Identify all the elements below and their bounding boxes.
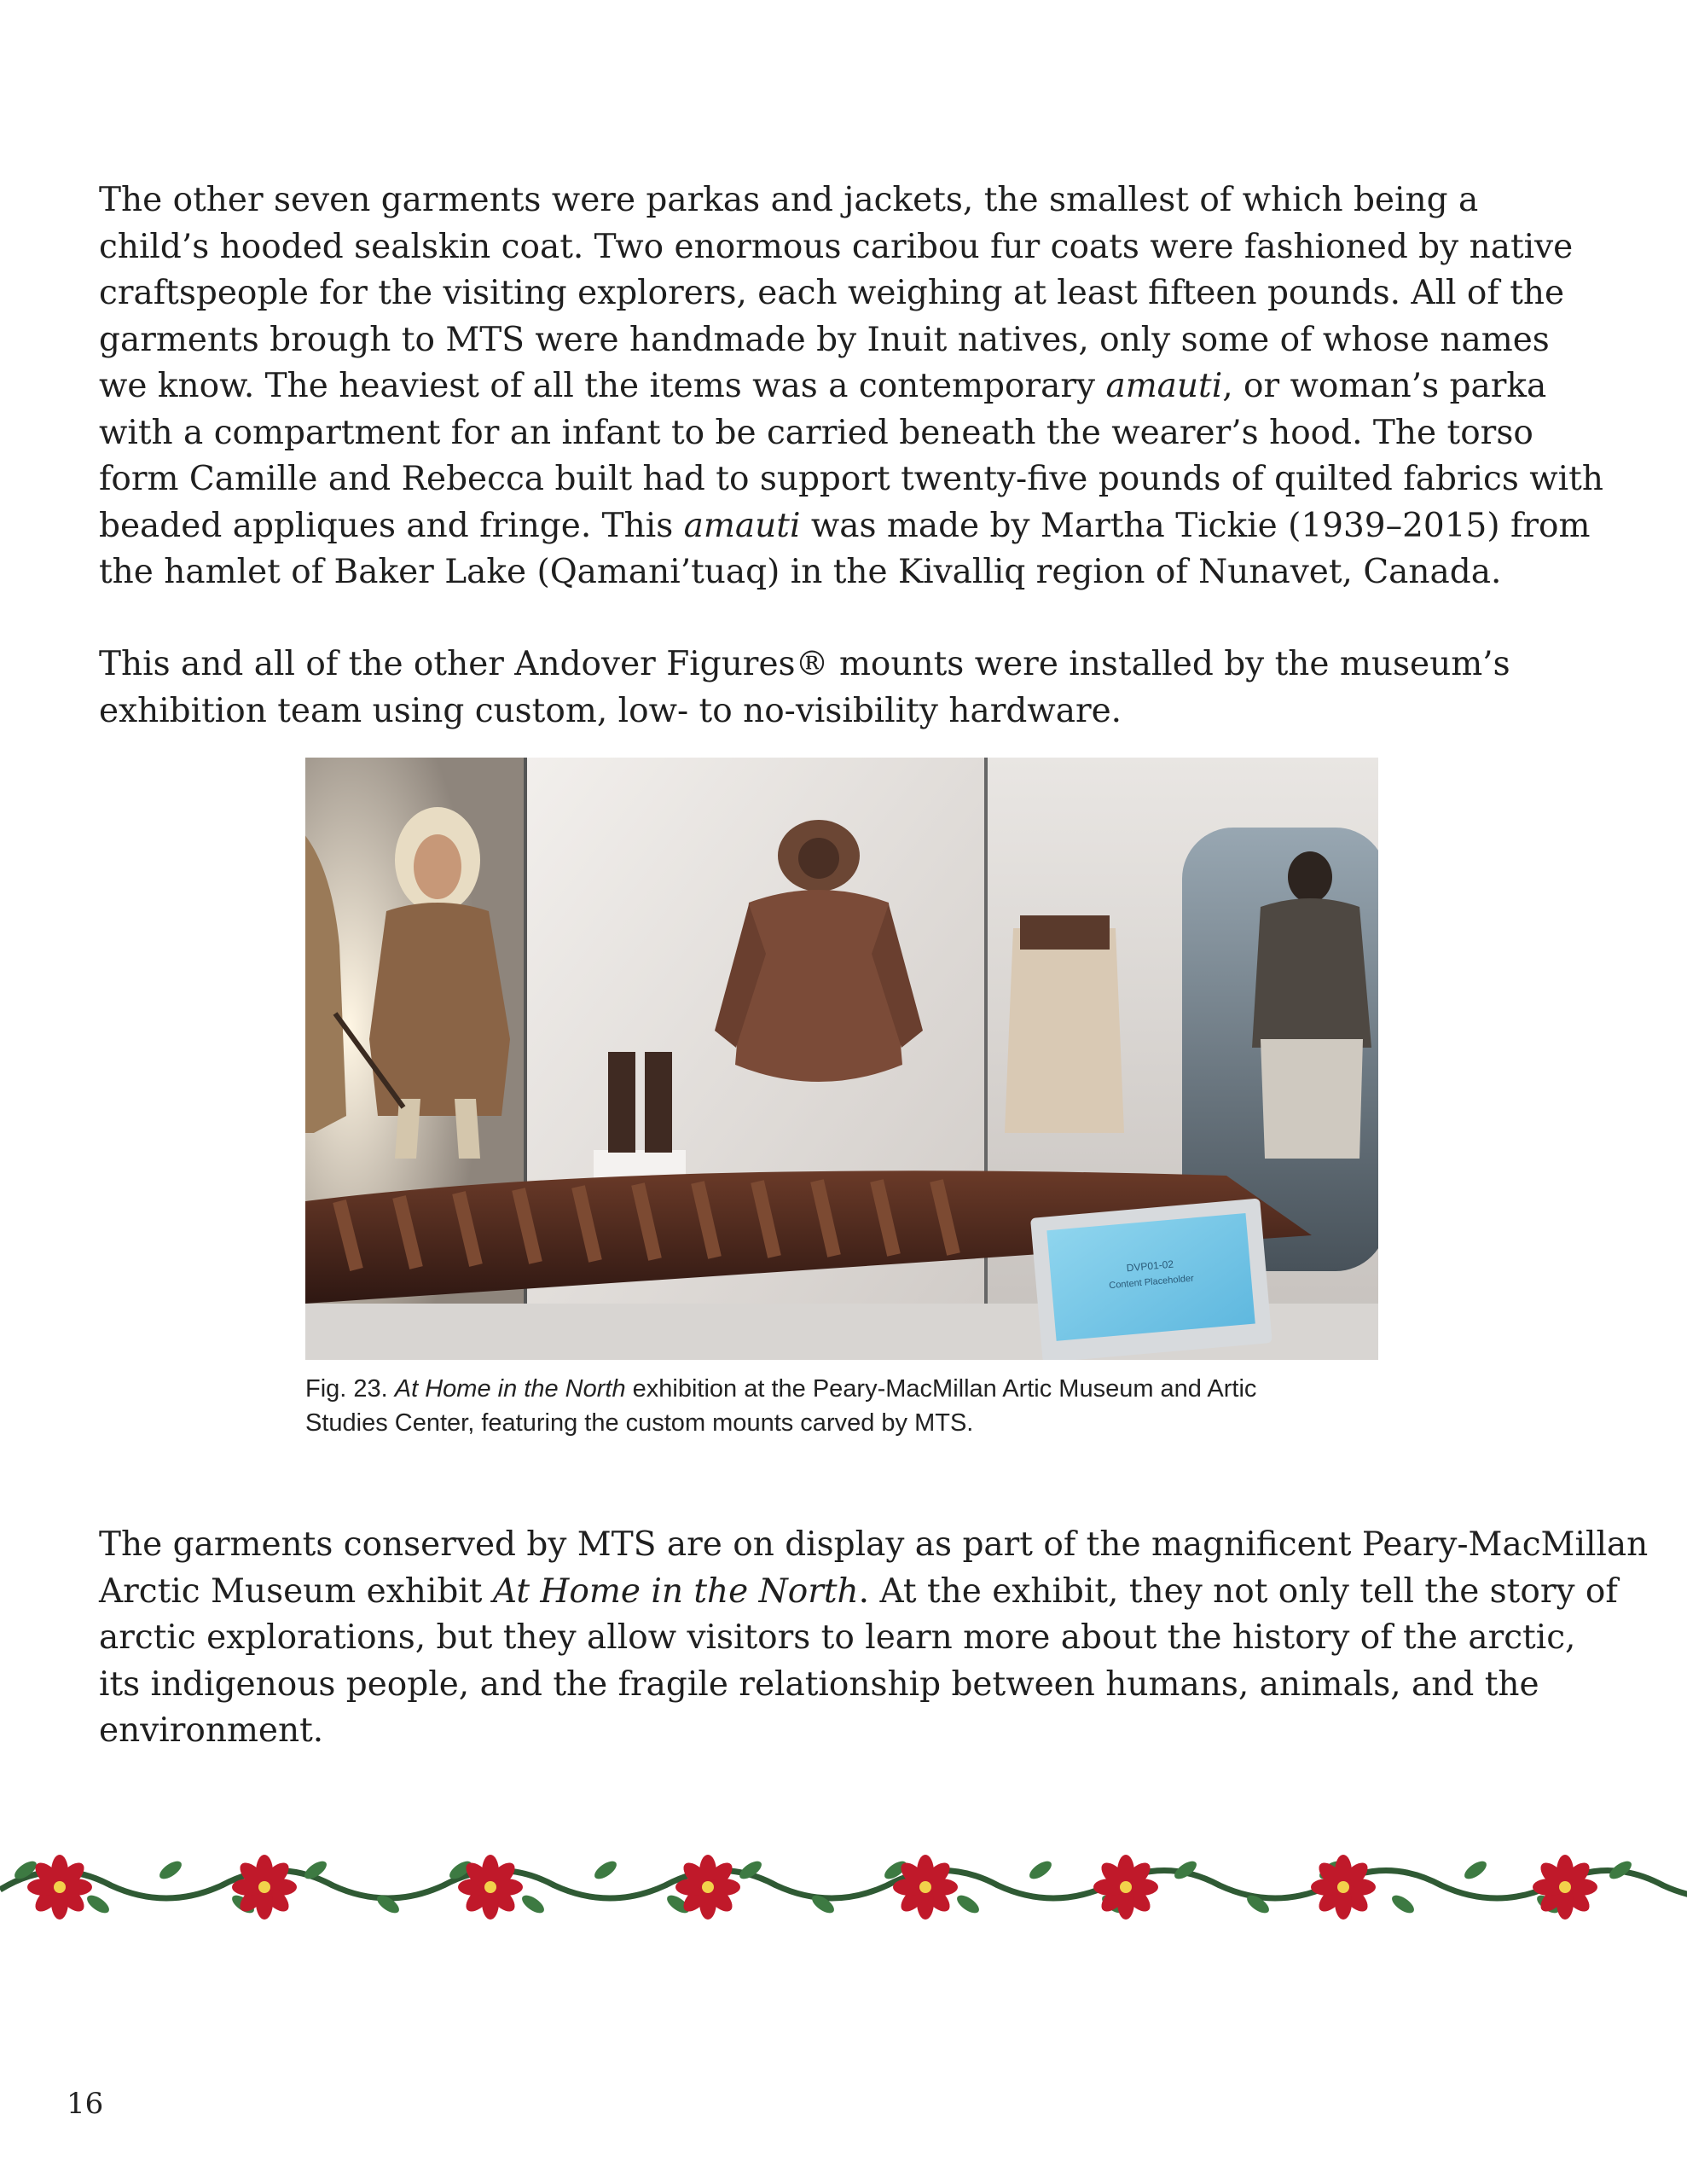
paragraph-mounts (99, 642, 1626, 735)
caption-text: exhibition at the Peary-MacMillan Artic Museum and Artic (625, 1375, 1257, 1403)
leaf-icon (592, 1858, 620, 1883)
exhibit-title: At Home in the North (492, 1571, 859, 1611)
text-line: environment. (99, 1711, 324, 1750)
caption-title: At Home in the North (394, 1375, 626, 1403)
flower-icon (458, 1855, 523, 1920)
screen-label-code: DVP01-02 (1126, 1258, 1174, 1275)
photo-illustration (305, 758, 1378, 1360)
text-line: child’s hooded sealskin coat. Two enormous caribou fur coats were fashioned by native (99, 227, 1574, 266)
text-line: with a compartment for an infant to be carried beneath the wearer’s hood. The torso (99, 413, 1533, 452)
page-number: 16 (67, 2087, 104, 2121)
text-line: form Camille and Rebecca built had to support twenty-five pounds of quilted fabrics with (99, 460, 1603, 498)
caption-line: Studies Center, featuring the custom mounts carved by MTS. (305, 1409, 974, 1437)
leaf-icon (1389, 1892, 1417, 1917)
italic-term: amauti (1105, 367, 1223, 405)
paragraph-garments (99, 177, 1626, 596)
text-line: This and all of the other Andover Figures® mounts were installed by the museum’s (99, 645, 1510, 683)
leaf-icon (519, 1892, 548, 1917)
text-line: craftspeople for the visiting explorers, each weighing at least fifteen pounds. All of the (99, 274, 1565, 312)
paragraph-exhibit (99, 1522, 1649, 1755)
text-line: we know. The heaviest of all the items was a contemporary amauti, or woman’s parka (99, 367, 1547, 405)
screen-label-text: Content Placeholder (1108, 1273, 1195, 1292)
flower-icon (1093, 1855, 1158, 1920)
italic-term: amauti (683, 506, 801, 545)
caption-line (305, 1372, 1414, 1406)
text-line: its indigenous people, and the fragile relationship between humans, animals, and the (99, 1664, 1539, 1704)
flower-icon (893, 1855, 958, 1920)
text-line: arctic explorations, but they allow visitors to learn more about the history of the arctic, (99, 1618, 1576, 1657)
exhibition-photo (305, 758, 1378, 1360)
leaf-icon (84, 1892, 113, 1917)
flower-icon (1533, 1855, 1597, 1920)
leaf-icon (1462, 1858, 1490, 1883)
flower-icon (232, 1855, 297, 1920)
flower-icon (1311, 1855, 1376, 1920)
flower-icon (675, 1855, 740, 1920)
text-line: garments brough to MTS were handmade by Inuit natives, only some of whose names (99, 320, 1550, 359)
text-line: The other seven garments were parkas and jackets, the smallest of which being a (99, 181, 1479, 219)
text-line: exhibition team using custom, low- to no-visibility hardware. (99, 691, 1122, 730)
leaf-icon (954, 1892, 983, 1917)
caption-prefix: Fig. 23. (305, 1375, 395, 1403)
text-line: The garments conserved by MTS are on display as part of the magnificent Peary-MacMillan (99, 1525, 1649, 1564)
text-line: the hamlet of Baker Lake (Qamani’tuaq) in the Kivalliq region of Nunavet, Canada. (99, 553, 1502, 591)
text-line: Arctic Museum exhibit At Home in the North. At the exhibit, they not only tell the story of (99, 1571, 1618, 1611)
figure-caption (305, 1372, 1414, 1440)
leaf-icon (1027, 1858, 1055, 1883)
flower-icon (27, 1855, 92, 1920)
floral-vine-border (0, 1809, 1687, 1945)
leaf-icon (157, 1858, 185, 1883)
text-line: beaded appliques and fringe. This amauti was made by Martha Tickie (1939–2015) from (99, 506, 1591, 545)
